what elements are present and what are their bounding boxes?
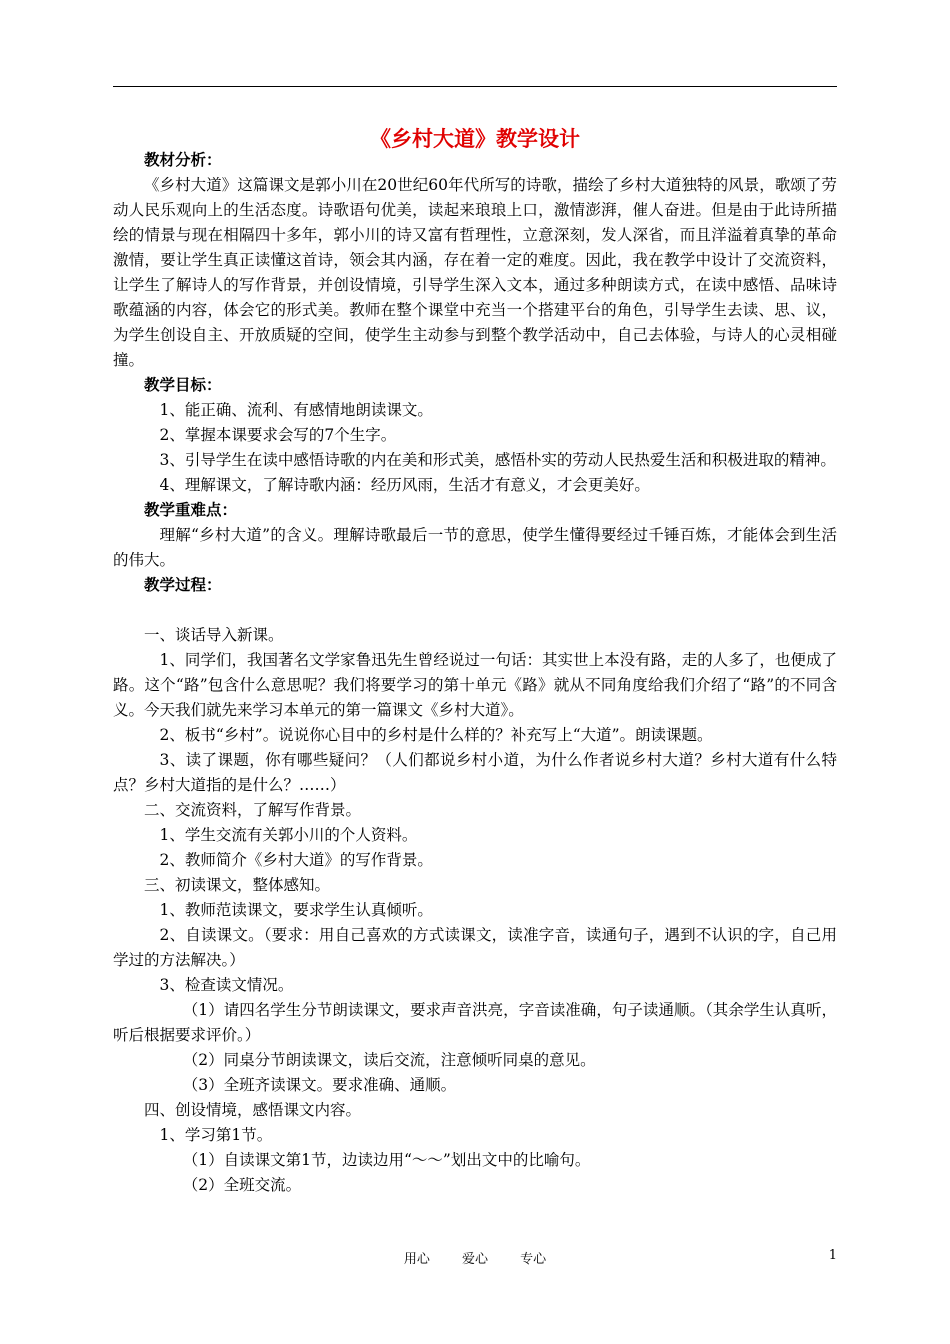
process-subitem: （2）同桌分节朗读课文，读后交流，注意倾听同桌的意见。 (182, 1051, 596, 1069)
page-footer (0, 1248, 950, 1267)
goal-item: 4、理解课文，了解诗歌内涵：经历风雨，生活才有意义，才会更美好。 (159, 476, 650, 494)
section-heading-analysis: 教材分析： (144, 151, 222, 169)
process-substep: 3、读了课题，你有哪些疑问？（人们都说乡村小道，为什么作者说乡村大道？乡村大道有什么特点？乡村大道指的是什么？……） (113, 751, 837, 794)
process-substep: 2、自读课文。（要求：用自己喜欢的方式读课文，读准字音，读通句子，遇到不认识的字，自己用学过的方法解决。） (113, 926, 837, 969)
process-subitem: （3）全班齐读课文。要求准确、通顺。 (182, 1076, 457, 1094)
process-subitem: （1）请四名学生分节朗读课文，要求声音洪亮，字音读准确，句子读通顺。（其余学生认真听，听后根据要求评价。） (113, 1001, 837, 1044)
process-substep: 3、检查读文情况。 (159, 976, 294, 994)
page-number: 1 (828, 1248, 837, 1263)
process-subitem: （2）全班交流。 (182, 1176, 302, 1194)
goal-item: 3、引导学生在读中感悟诗歌的内在美和形式美，感悟朴实的劳动人民热爱生活和积极进取的精神。 (159, 451, 836, 469)
process-substep: 1、学习第1节。 (159, 1126, 273, 1144)
analysis-paragraph: 《乡村大道》这篇课文是郭小川在20世纪60年代所写的诗歌，描绘了乡村大道独特的风景，歌颂了劳动人民乐观向上的生活态度。诗歌语句优美，读起来琅琅上口，激情澎湃，催人奋进。但是由于此诗所描绘的情景与现在相隔四十多年，郭小川的诗又富有哲理性，立意深刻，发人深省，而且洋溢着真挚的革命激情，要让学生真正读懂这首诗，领会其内涵，存在着一定的难度。因此，我在教学中设计了交流资料，让学生了解诗人的写作背景，并创设情境，引导学生深入文本，通过多种朗读方式，在读中感悟、品味诗歌蕴涵的内容，体会它的形式美。教师在整个课堂中充当一个搭建平台的角色，引导学生去读、思、议，为学生创设自主、开放质疑的空间，使学生主动参与到整个教学活动中，自己去体验，与诗人的心灵相碰撞。 (113, 176, 837, 369)
process-substep: 2、板书“乡村”。说说你心目中的乡村是什么样的？补充写上“大道”。朗读课题。 (159, 726, 713, 744)
document-title: 《乡村大道》教学设计 (370, 127, 580, 151)
process-substep: 1、同学们，我国著名文学家鲁迅先生曾经说过一句话：其实世上本没有路，走的人多了，也便成了路。这个“路”包含什么意思呢？我们将要学习的第十单元《路》就从不同角度给我们介绍了“路”的不同含义。今天我们就先来学习本单元的第一篇课文《乡村大道》。 (113, 651, 837, 719)
process-subitem: （1）自读课文第1节，边读边用“～～”划出文中的比喻句。 (182, 1151, 591, 1169)
process-step: 一、谈话导入新课。 (144, 626, 284, 644)
process-substep: 1、学生交流有关郭小川的个人资料。 (159, 826, 418, 844)
key-points-paragraph: 理解“乡村大道”的含义。理解诗歌最后一节的意思，使学生懂得要经过千锤百炼，才能体会到生活的伟大。 (113, 526, 837, 569)
process-step: 三、初读课文，整体感知。 (144, 876, 331, 894)
footer-motto-2: 爱心 (461, 1252, 488, 1267)
footer-motto-1: 用心 (403, 1252, 430, 1267)
section-heading-process: 教学过程： (144, 576, 222, 594)
goal-item: 2、掌握本课要求会写的7个生字。 (159, 426, 397, 444)
footer-motto-3: 专心 (520, 1252, 547, 1267)
process-step: 二、交流资料，了解写作背景。 (144, 801, 362, 819)
document-body (113, 148, 837, 1198)
process-step: 四、创设情境，感悟课文内容。 (144, 1101, 362, 1119)
process-substep: 1、教师范读课文，要求学生认真倾听。 (159, 901, 433, 919)
header-rule (113, 86, 837, 87)
process-substep: 2、教师简介《乡村大道》的写作背景。 (159, 851, 433, 869)
section-heading-goals: 教学目标： (144, 376, 222, 394)
goal-item: 1、能正确、流利、有感情地朗读课文。 (159, 401, 433, 419)
section-heading-key-points: 教学重难点： (144, 501, 238, 519)
